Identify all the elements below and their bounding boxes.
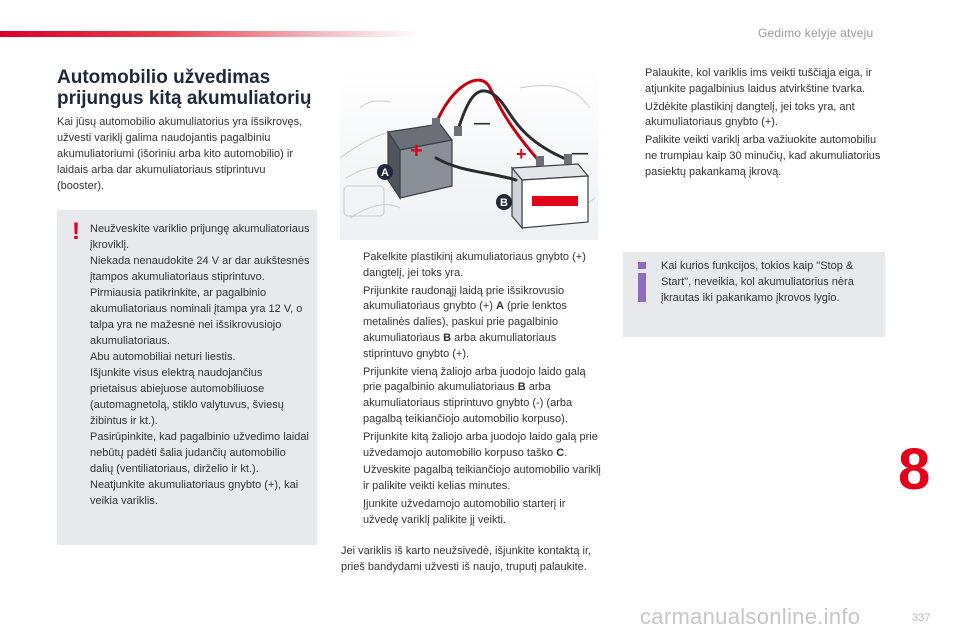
warning-line: Pirmiausia patikrinkite, ar pagalbinio akumuliatoriaus nominali įtampa yra 12 V, o talpa yra ne mažesnė nei išsikrovusiojo akumuliatoriaus. xyxy=(90,287,303,347)
after-steps-note: Jei variklis iš karto neužsivedė, išjunkite kontaktą ir, prieš bandydami užvesti iš naujo, truputį palaukite. xyxy=(341,545,592,573)
list-item: Įjunkite užvedamojo automobilio starterį ir užvedę variklį palikite jį veikti. xyxy=(363,497,566,526)
warning-line: Abu automobiliai neturi liestis. xyxy=(90,351,236,363)
section-header: Gedimo kelyje atveju xyxy=(758,26,874,40)
label-a: A xyxy=(381,167,389,179)
plus-sign-a: + xyxy=(410,138,423,163)
assisting-battery xyxy=(512,164,588,228)
exclamation-icon: ! xyxy=(72,218,80,245)
minus-sign-b: — xyxy=(572,145,588,162)
warning-box xyxy=(57,210,317,545)
list-item: Prijunkite kitą žaliojo arba juodojo laido galą prie užvedamojo automobilio korpuso taško C. xyxy=(363,430,598,459)
list-item: Prijunkite vieną žaliojo arba juodojo laido galą prie pagalbinio akumuliatoriaus B arba akumuliatoriaus stiprintuvo gnybto (-) (arba pagalbą teikiančiojo automobilio korpuso). xyxy=(363,365,586,425)
list-item: Prijunkite raudonąjį laidą prie išsikrovusio akumuliatoriaus gnybto (+) A (prie lenktos metalinės dalies), paskui prie pagalbinio akumuliatoriaus B arba akumuliatoriaus stiprintuvo gnybto (+). xyxy=(363,284,567,360)
intro-paragraph: Kai jūsų automobilio akumuliatorius yra išsikrovęs, užvesti variklį galima naudojantis pagalbiniu akumuliatoriumi (išoriniu arba kito automobilio) ir laidais arba dar akumuliatoriaus stiprintuvu (booster). xyxy=(57,116,303,192)
plus-sign-b: + xyxy=(516,144,527,164)
list-item: Uždėkite plastikinį dangtelį, jei toks yra, ant akumuliatoriaus gnybto (+). xyxy=(645,100,855,129)
procedure-steps-continued xyxy=(623,66,885,183)
list-item: Palaukite, kol variklis ims veikti tuščiąja eiga, ir atjunkite pagalbinius laidus atvirkštine tvarka. xyxy=(645,67,872,95)
chapter-number: 8 xyxy=(898,437,931,502)
info-text: Kai kurios funkcijos, tokios kaip "Stop & Start", neveikia, kol akumuliatorius nėra įkrautas iki pakankamo įkrovos lygio. xyxy=(661,260,854,304)
page-number: 337 xyxy=(912,612,931,624)
watermark: carmanualsonline.info xyxy=(640,604,861,629)
warning-line: Pasirūpinkite, kad pagalbinio užvedimo laidai nebūtų padėti šalia judančių automobilio dalių (ventiliatoriaus, dirželio ir kt.). xyxy=(90,431,309,475)
label-b: B xyxy=(500,197,508,209)
info-box xyxy=(623,252,885,337)
warning-line: Neužveskite variklio prijungę akumuliatoriaus įkroviklį. xyxy=(90,223,310,251)
info-icon xyxy=(637,262,647,302)
warning-line: Niekada nenaudokite 24 V ar dar aukštesnės įtampos akumuliatoriaus stiprintuvo. xyxy=(90,255,310,283)
title-line-2: prijungus kitą akumuliatorių xyxy=(57,88,312,109)
list-item: Palikite veikti variklį arba važiuokite automobiliu ne trumpiau kaip 30 minučių, kad akumuliatorius pasiektų pakankamą įkrovą. xyxy=(645,134,881,178)
title-line-1: Automobilio užvedimas xyxy=(57,67,271,88)
warning-line: Išjunkite visus elektrą naudojančius prietaisus abiejuose automobiliuose (automagnetolą, stiklo valytuvus, šviesų žibintus ir kt.). xyxy=(90,367,284,427)
list-item: Pakelkite plastikinį akumuliatoriaus gnybto (+) dangtelį, jei toks yra. xyxy=(363,251,586,279)
page-title xyxy=(57,67,311,109)
warning-line: Neatjunkite akumuliatoriaus gnybto (+), kai veikia variklis. xyxy=(90,479,299,507)
procedure-steps xyxy=(341,250,603,531)
warning-text xyxy=(90,221,310,509)
header-accent-bar xyxy=(0,31,420,37)
list-item: Užveskite pagalbą teikiančiojo automobilio variklį ir palikite veikti kelias minutes. xyxy=(363,464,601,493)
minus-sign-a: — xyxy=(474,115,490,132)
jump-start-illustration xyxy=(340,68,598,240)
